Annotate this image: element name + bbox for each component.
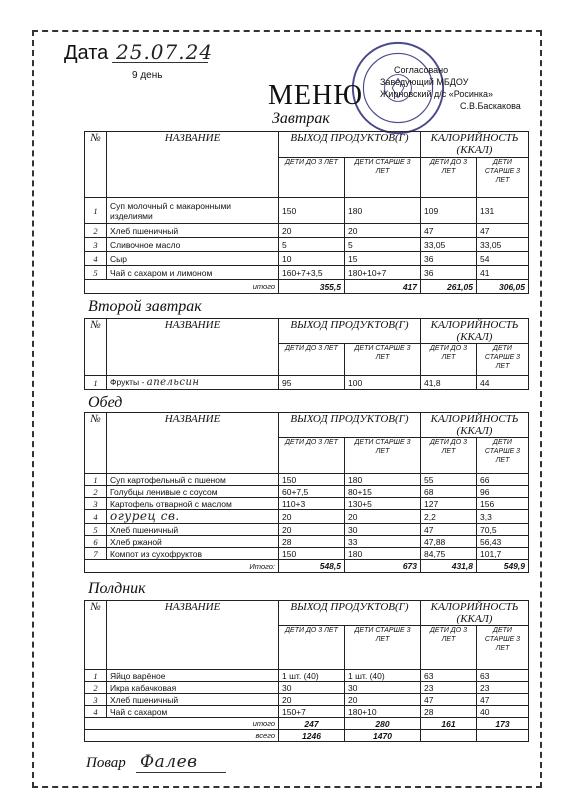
table-row (85, 474, 529, 486)
total-kcal-old: 549,9 (477, 560, 529, 573)
yield-old: 5 (345, 238, 421, 252)
yield-young: 150 (279, 474, 345, 486)
row-num: 4 (85, 252, 107, 266)
kcal-old: 3,3 (477, 510, 529, 524)
dish-name: Хлеб пшеничный (107, 224, 279, 238)
row-num: 1 (85, 376, 107, 390)
total-kcal-young: 261,05 (421, 280, 477, 294)
dish-name: Хлеб ржаной (107, 536, 279, 548)
total-row (85, 280, 529, 294)
total-yield-young: 548,5 (279, 560, 345, 573)
grand-yield-young: 1246 (279, 730, 345, 742)
row-num: 5 (85, 266, 107, 280)
total-yield-young: 247 (279, 718, 345, 730)
kcal-old: 44 (477, 376, 529, 390)
kcal-young: 2,2 (421, 510, 477, 524)
grand-kcal-old (477, 730, 529, 742)
kcal-young: 109 (421, 198, 477, 224)
row-num: 5 (85, 524, 107, 536)
kcal-young: 47,88 (421, 536, 477, 548)
col-name: НАЗВАНИЕ (107, 601, 279, 670)
kcal-old: 40 (477, 706, 529, 718)
row-num: 4 (85, 510, 107, 524)
col-young: ДЕТИ ДО 3 ЛЕТ (279, 626, 345, 670)
col-name: НАЗВАНИЕ (107, 413, 279, 474)
kcal-old: 33,05 (477, 238, 529, 252)
table-row (85, 670, 529, 682)
kcal-old: 47 (477, 224, 529, 238)
col-old: ДЕТИ СТАРШЕ 3 ЛЕТ (345, 438, 421, 474)
kcal-old: 23 (477, 682, 529, 694)
table-row (85, 682, 529, 694)
col-old: ДЕТИ СТАРШЕ 3 ЛЕТ (477, 438, 529, 474)
approval-block (370, 64, 540, 112)
kcal-old: 131 (477, 198, 529, 224)
col-num: № (85, 132, 107, 198)
total-yield-old: 417 (345, 280, 421, 294)
yield-old: 180+10 (345, 706, 421, 718)
yield-young: 20 (279, 224, 345, 238)
col-yield: ВЫХОД ПРОДУКТОВ(Г) (279, 601, 421, 626)
kcal-old: 47 (477, 694, 529, 706)
yield-old: 20 (345, 694, 421, 706)
col-young: ДЕТИ ДО 3 ЛЕТ (421, 344, 477, 376)
row-num: 3 (85, 694, 107, 706)
breakfast-title: Завтрак (272, 110, 330, 127)
yield-young: 110+3 (279, 498, 345, 510)
date-underline (112, 62, 208, 63)
handwritten-dish: огурец св. (110, 509, 180, 523)
yield-young: 28 (279, 536, 345, 548)
approval-line: Заведующий МБДОУ (380, 77, 469, 87)
row-num: 1 (85, 670, 107, 682)
col-young: ДЕТИ ДО 3 ЛЕТ (279, 344, 345, 376)
col-num: № (85, 319, 107, 376)
dish-name: Икра кабачковая (107, 682, 279, 694)
col-young: ДЕТИ ДО 3 ЛЕТ (421, 158, 477, 198)
kcal-young: 41,8 (421, 376, 477, 390)
handwritten-fruit: апельсин (146, 377, 200, 388)
yield-young: 150 (279, 198, 345, 224)
kcal-young: 84,75 (421, 548, 477, 560)
yield-young: 150 (279, 548, 345, 560)
total-kcal-young: 431,8 (421, 560, 477, 573)
yield-old: 15 (345, 252, 421, 266)
col-kcal: КАЛОРИЙНОСТЬ (ККАЛ) (421, 601, 529, 626)
row-num: 1 (85, 198, 107, 224)
total-label: Итого: (85, 560, 279, 573)
yield-young: 60+7,5 (279, 486, 345, 498)
yield-old: 1 шт. (40) (345, 670, 421, 682)
kcal-young: 127 (421, 498, 477, 510)
kcal-young: 63 (421, 670, 477, 682)
table-row (85, 224, 529, 238)
table-row (85, 498, 529, 510)
dish-name: Яйцо варёное (107, 670, 279, 682)
col-kcal: КАЛОРИЙНОСТЬ (ККАЛ) (421, 319, 529, 344)
table-row (85, 548, 529, 560)
table-row (85, 694, 529, 706)
grand-kcal-young (421, 730, 477, 742)
row-num: 4 (85, 706, 107, 718)
row-num: 7 (85, 548, 107, 560)
col-yield: ВЫХОД ПРОДУКТОВ(Г) (279, 319, 421, 344)
col-yield: ВЫХОД ПРОДУКТОВ(Г) (279, 413, 421, 438)
yield-old: 80+15 (345, 486, 421, 498)
kcal-young: 55 (421, 474, 477, 486)
yield-old: 130+5 (345, 498, 421, 510)
grand-yield-old: 1470 (345, 730, 421, 742)
total-kcal-old: 173 (477, 718, 529, 730)
breakfast-table (84, 131, 529, 294)
table-row (85, 266, 529, 280)
total-yield-old: 673 (345, 560, 421, 573)
table-row (85, 252, 529, 266)
kcal-young: 36 (421, 266, 477, 280)
yield-young: 95 (279, 376, 345, 390)
yield-young: 150+7 (279, 706, 345, 718)
col-kcal: КАЛОРИЙНОСТЬ (ККАЛ) (421, 132, 529, 158)
kcal-young: 23 (421, 682, 477, 694)
total-kcal-old: 306,05 (477, 280, 529, 294)
yield-young: 1 шт. (40) (279, 670, 345, 682)
row-num: 2 (85, 486, 107, 498)
kcal-old: 54 (477, 252, 529, 266)
kcal-old: 70,5 (477, 524, 529, 536)
kcal-young: 36 (421, 252, 477, 266)
col-young: ДЕТИ ДО 3 ЛЕТ (279, 438, 345, 474)
row-num: 3 (85, 238, 107, 252)
approval-line: С.В.Баскакова (460, 101, 521, 111)
table-row (85, 486, 529, 498)
yield-young: 20 (279, 524, 345, 536)
total-row (85, 718, 529, 730)
yield-old: 180 (345, 474, 421, 486)
kcal-old: 66 (477, 474, 529, 486)
col-num: № (85, 601, 107, 670)
snack-title: Полдник (88, 580, 146, 597)
dish-name: Картофель отварной с маслом (107, 498, 279, 510)
yield-old: 100 (345, 376, 421, 390)
dish-name: Сыр (107, 252, 279, 266)
col-name: НАЗВАНИЕ (107, 132, 279, 198)
table-row (85, 706, 529, 718)
total-kcal-young: 161 (421, 718, 477, 730)
col-old: ДЕТИ СТАРШЕ 3 ЛЕТ (477, 626, 529, 670)
yield-old: 180+10+7 (345, 266, 421, 280)
row-num: 2 (85, 682, 107, 694)
dish-name: Хлеб пшеничный (107, 524, 279, 536)
yield-old: 180 (345, 198, 421, 224)
kcal-old: 41 (477, 266, 529, 280)
total-yield-old: 280 (345, 718, 421, 730)
yield-young: 160+7+3,5 (279, 266, 345, 280)
kcal-young: 47 (421, 524, 477, 536)
kcal-young: 28 (421, 706, 477, 718)
kcal-old: 96 (477, 486, 529, 498)
dish-name: Сливочное масло (107, 238, 279, 252)
dish-name-text: Фрукты - (110, 377, 145, 387)
table-row (85, 524, 529, 536)
signature-line (136, 772, 226, 773)
table-row (85, 238, 529, 252)
total-yield-young: 355,5 (279, 280, 345, 294)
dish-name: Чай с сахаром и лимоном (107, 266, 279, 280)
yield-young: 10 (279, 252, 345, 266)
approval-line: Жирновский д/с «Росинка» (380, 89, 494, 99)
kcal-old: 63 (477, 670, 529, 682)
date-value: 25.07.24 (116, 40, 214, 64)
kcal-young: 47 (421, 694, 477, 706)
yield-old: 20 (345, 224, 421, 238)
col-young: ДЕТИ ДО 3 ЛЕТ (421, 626, 477, 670)
yield-young: 20 (279, 694, 345, 706)
yield-old: 20 (345, 510, 421, 524)
table-row (85, 510, 529, 524)
kcal-old: 56,43 (477, 536, 529, 548)
row-num: 6 (85, 536, 107, 548)
total-label: итого (85, 718, 279, 730)
dish-name (107, 510, 279, 524)
col-young: ДЕТИ ДО 3 ЛЕТ (279, 158, 345, 198)
date-label: Дата (64, 42, 109, 64)
col-num: № (85, 413, 107, 474)
dish-name: Компот из сухофруктов (107, 548, 279, 560)
page-title: МЕНЮ (268, 80, 363, 111)
total-row (85, 560, 529, 573)
table-row (85, 376, 529, 390)
day-number: 9 день (132, 70, 163, 81)
row-num: 2 (85, 224, 107, 238)
total-label: итого (85, 280, 279, 294)
col-old: ДЕТИ СТАРШЕ 3 ЛЕТ (477, 158, 529, 198)
col-old: ДЕТИ СТАРШЕ 3 ЛЕТ (345, 626, 421, 670)
kcal-young: 68 (421, 486, 477, 498)
yield-old: 180 (345, 548, 421, 560)
dish-name (107, 376, 279, 390)
yield-young: 5 (279, 238, 345, 252)
yield-old: 30 (345, 682, 421, 694)
yield-young: 30 (279, 682, 345, 694)
kcal-young: 47 (421, 224, 477, 238)
cook-signature: Фалев (140, 752, 198, 772)
grand-total-label: всего (85, 730, 279, 742)
dish-name: Суп картофельный с пшеном (107, 474, 279, 486)
col-kcal: КАЛОРИЙНОСТЬ (ККАЛ) (421, 413, 529, 438)
lunch-title: Обед (88, 394, 123, 411)
approval-line: Согласовано (394, 65, 449, 75)
second-breakfast-table (84, 318, 529, 390)
col-young: ДЕТИ ДО 3 ЛЕТ (421, 438, 477, 474)
col-yield: ВЫХОД ПРОДУКТОВ(Г) (279, 132, 421, 158)
yield-old: 30 (345, 524, 421, 536)
col-old: ДЕТИ СТАРШЕ 3 ЛЕТ (345, 158, 421, 198)
row-num: 3 (85, 498, 107, 510)
grand-total-row (85, 730, 529, 742)
second-breakfast-title: Второй завтрак (88, 298, 202, 315)
dish-name: Голубцы ленивые с соусом (107, 486, 279, 498)
dish-name: Суп молочный с макаронными изделиями (107, 198, 279, 224)
yield-young: 20 (279, 510, 345, 524)
kcal-old: 156 (477, 498, 529, 510)
yield-old: 33 (345, 536, 421, 548)
table-row (85, 536, 529, 548)
col-old: ДЕТИ СТАРШЕ 3 ЛЕТ (345, 344, 421, 376)
snack-table (84, 600, 529, 742)
row-num: 1 (85, 474, 107, 486)
col-old: ДЕТИ СТАРШЕ 3 ЛЕТ (477, 344, 529, 376)
col-name: НАЗВАНИЕ (107, 319, 279, 376)
kcal-old: 101,7 (477, 548, 529, 560)
dish-name: Чай с сахаром (107, 706, 279, 718)
dish-name: Хлеб пшеничный (107, 694, 279, 706)
cook-label: Повар (86, 755, 126, 771)
lunch-table (84, 412, 529, 573)
kcal-young: 33,05 (421, 238, 477, 252)
table-row (85, 198, 529, 224)
